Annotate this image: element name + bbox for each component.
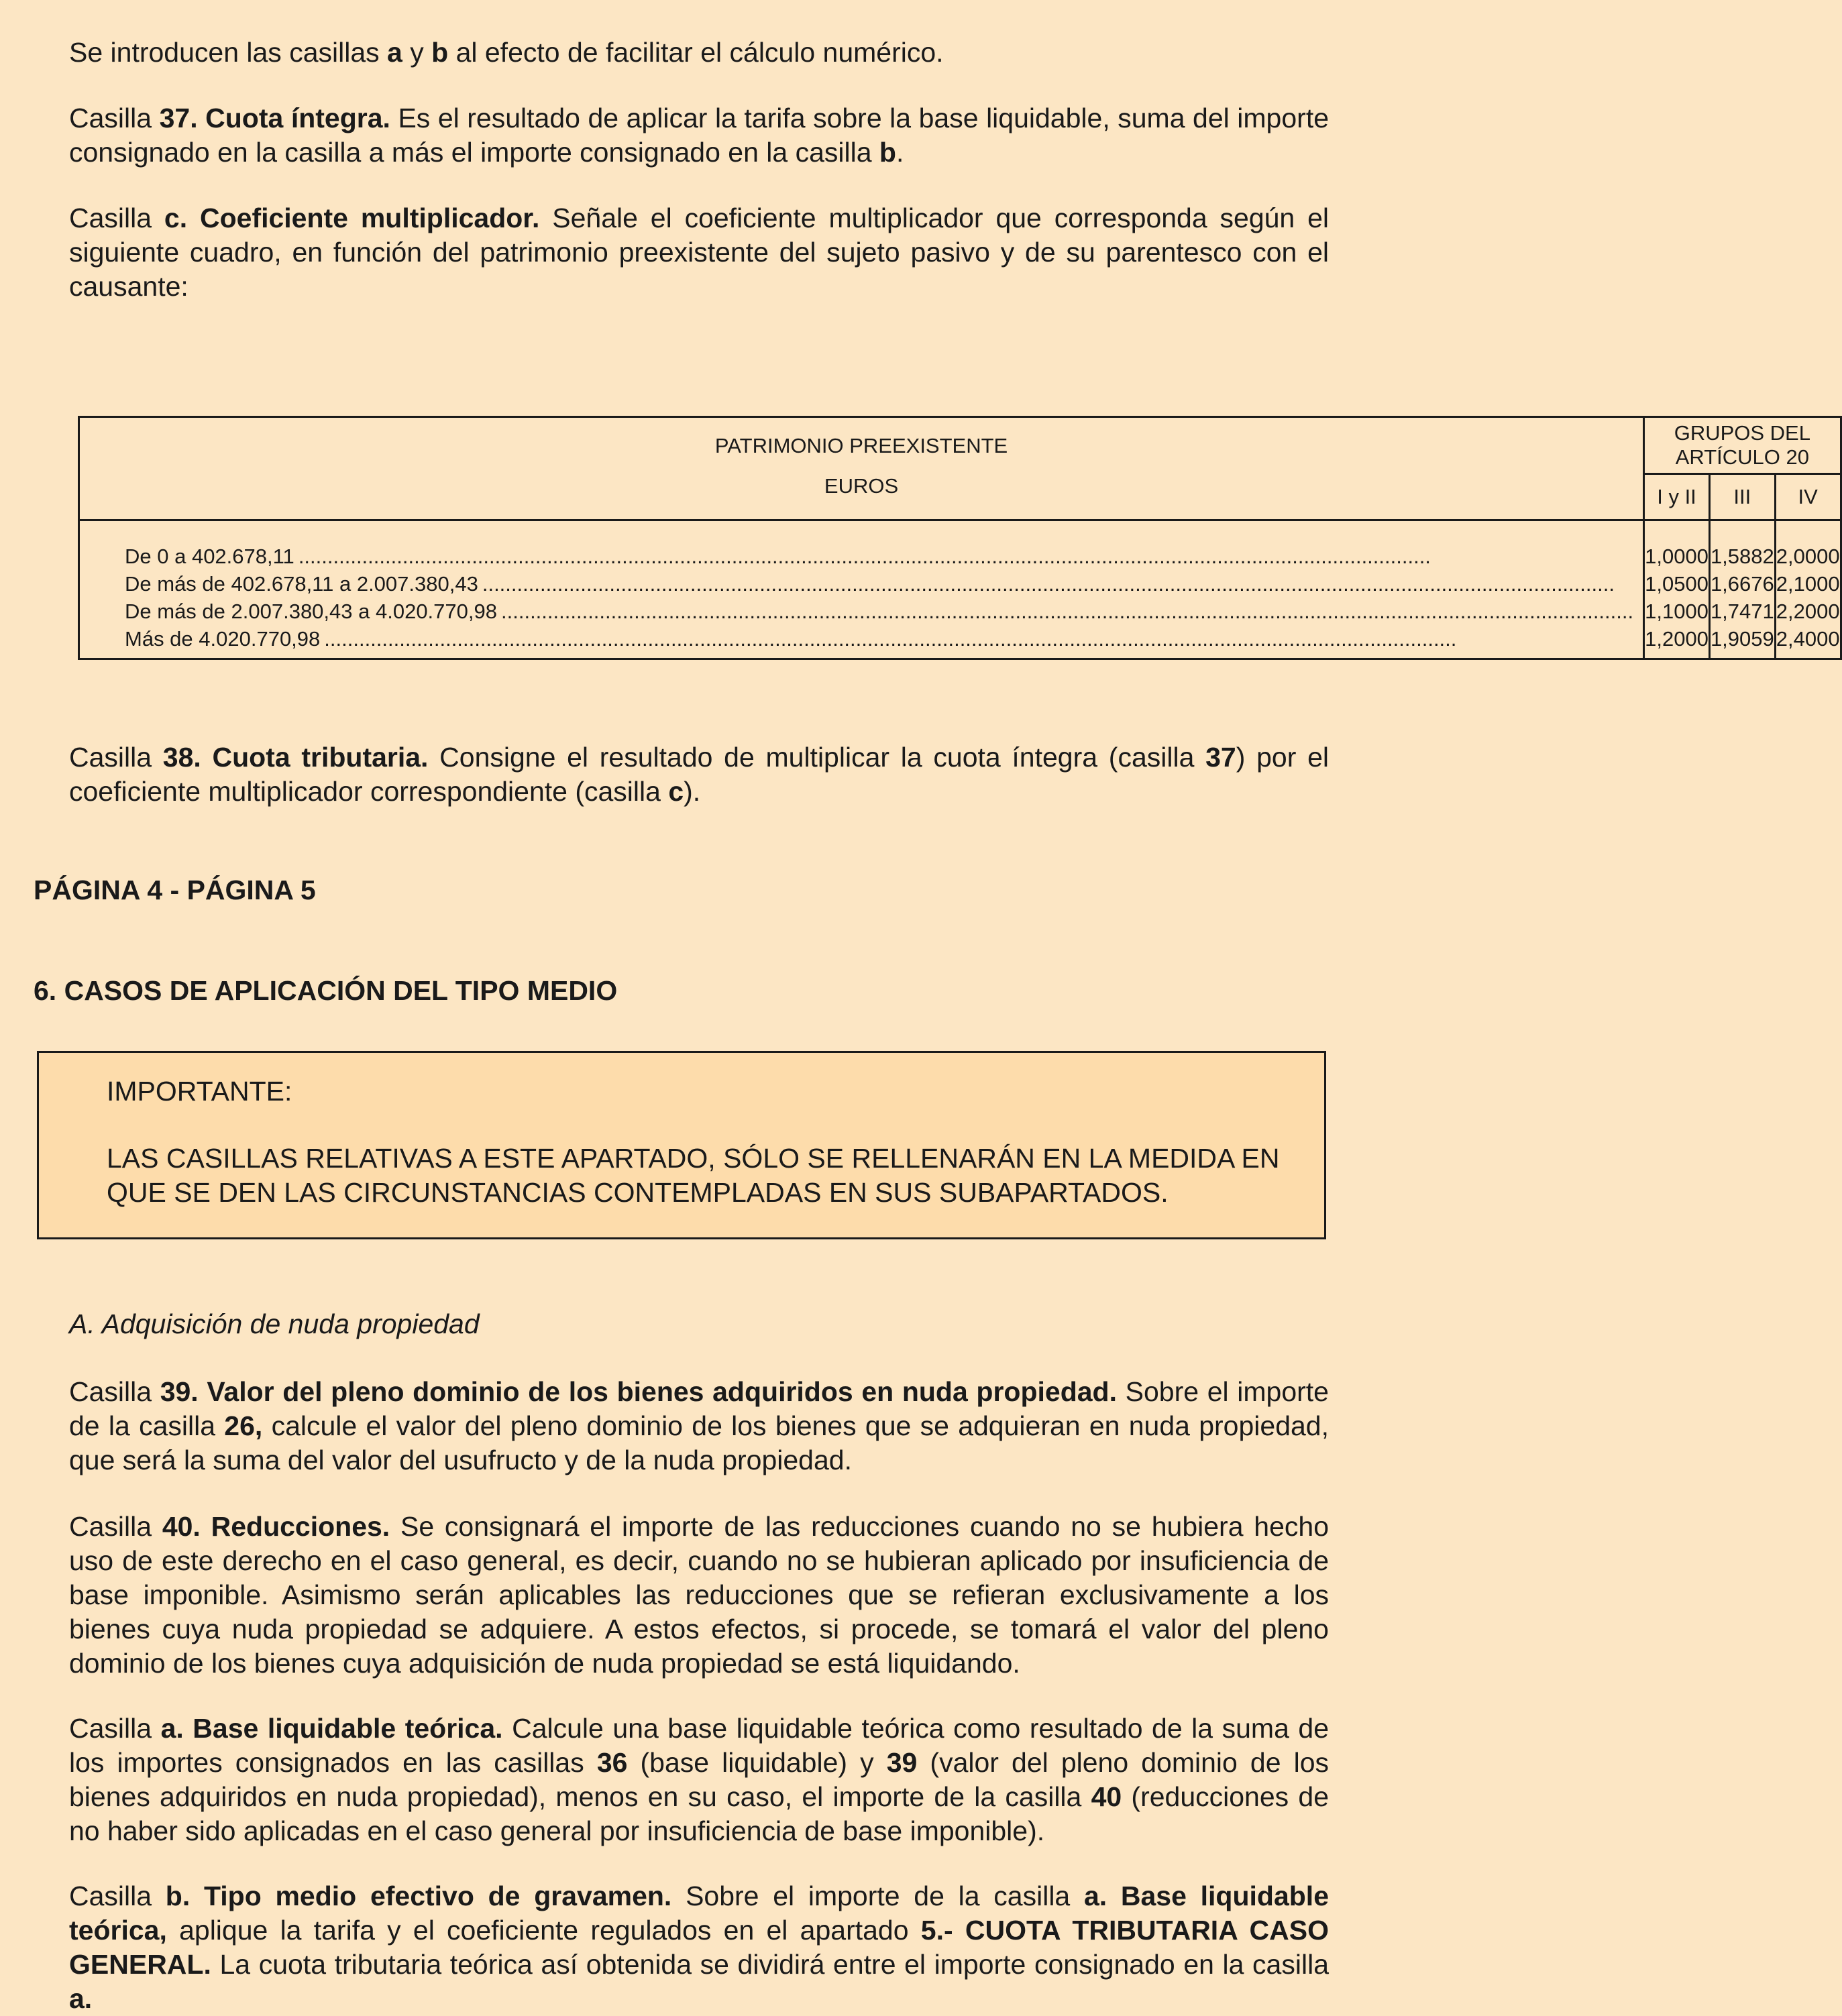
- bold-text: 40. Reducciones.: [162, 1511, 390, 1542]
- text: (base liquidable) y: [627, 1747, 887, 1778]
- paragraph-casilla-a: [69, 1712, 1329, 1848]
- bold-text: 26,: [224, 1410, 263, 1441]
- bold-text: 37: [1205, 742, 1236, 773]
- leader-dots: [482, 570, 1633, 598]
- coefficient-value: 2,0000: [1776, 545, 1840, 568]
- bold-text: 36: [596, 1747, 628, 1778]
- text: Se introducen las casillas: [69, 37, 388, 68]
- header-euros: EUROS: [79, 474, 1644, 520]
- bold-text: 37. Cuota íntegra.: [159, 103, 390, 133]
- coefficient-value: 2,1000: [1776, 572, 1840, 596]
- text: (reducciones de no haber sido aplicadas en el caso general por insuficiencia de base imponible).: [69, 1781, 1329, 1846]
- header-patrimonio: PATRIMONIO PREEXISTENTE: [714, 433, 1008, 457]
- paragraph-casilla-40: [69, 1510, 1329, 1681]
- range-label: De más de 2.007.380,43 a 4.020.770,98: [125, 600, 497, 623]
- bold-text: c: [668, 776, 684, 807]
- group-3-column: [1775, 520, 1841, 659]
- important-notice-box: [37, 1051, 1326, 1239]
- bold-text: a. Base liquidable teórica.: [160, 1713, 503, 1744]
- text: Casilla: [69, 1511, 162, 1542]
- subsection-heading-a: A. Adquisición de nuda propiedad: [69, 1308, 480, 1339]
- header-group-2: III: [1709, 474, 1775, 520]
- text: aplique la tarifa y el coeficiente regulados en el apartado: [166, 1915, 921, 1946]
- coefficient-table: [78, 416, 1842, 660]
- text: ).: [684, 776, 701, 807]
- coefficient-value: 1,2000: [1645, 627, 1709, 651]
- coefficient-value: 2,2000: [1776, 600, 1840, 623]
- text: .: [896, 137, 904, 168]
- text: calcule el valor del pleno dominio de los bienes que se adquieran en nuda propiedad, que será la suma del valor del usufructo y de la nuda propiedad.: [69, 1410, 1330, 1475]
- text: Sobre el importe de la casilla: [671, 1881, 1084, 1911]
- bold-text: b: [431, 37, 449, 68]
- text: Es el resultado de aplicar la tarifa sobre la base liquidable, suma del importe consignado en la casilla a más el importe consignado en la casilla: [69, 103, 1330, 168]
- text: Consigne el resultado de multiplicar la cuota íntegra (casilla: [428, 742, 1206, 773]
- coefficient-value: 1,5882: [1710, 545, 1774, 568]
- important-title: IMPORTANTE:: [107, 1076, 292, 1107]
- table-row-label: [80, 570, 1643, 598]
- heading-pages: PÁGINA 4 - PÁGINA 5: [34, 875, 316, 905]
- bold-text: a.: [69, 1983, 93, 2014]
- coefficient-value: 1,9059: [1710, 627, 1774, 651]
- table-row-label: [80, 598, 1643, 625]
- coefficient-value: 1,0500: [1645, 572, 1709, 596]
- text: Casilla: [69, 1376, 160, 1407]
- text: y: [402, 37, 432, 68]
- header-group-1: I y II: [1644, 474, 1710, 520]
- table-row-label: [80, 543, 1643, 570]
- leader-dots: [299, 543, 1633, 570]
- range-label: De más de 402.678,11 a 2.007.380,43: [125, 572, 478, 596]
- text: Casilla: [69, 1713, 161, 1744]
- text: La cuota tributaria teórica así obtenida se dividirá entre el importe consignado en la casilla: [211, 1949, 1329, 1980]
- leader-dots: [324, 625, 1633, 653]
- text: Casilla: [69, 203, 164, 233]
- group-1-column: [1644, 520, 1710, 659]
- leader-dots: [501, 598, 1633, 625]
- range-column: [79, 520, 1644, 659]
- bold-text: 38. Cuota tributaria.: [162, 742, 429, 773]
- text: Sobre el importe de la casilla: [69, 1376, 1329, 1441]
- paragraph-casilla-c: [69, 201, 1329, 304]
- text: Casilla: [69, 742, 163, 773]
- paragraph-intro: [69, 36, 1329, 70]
- text: Calcule una base liquidable teórica como resultado de la suma de los importes consignados en las casillas: [69, 1713, 1329, 1778]
- bold-text: c. Coeficiente multiplicador.: [164, 203, 540, 233]
- paragraph-casilla-39: [69, 1375, 1329, 1477]
- range-label: Más de 4.020.770,98: [125, 627, 321, 651]
- important-text: LAS CASILLAS RELATIVAS A ESTE APARTADO, SÓLO SE RELLENARÁN EN LA MEDIDA EN QUE SE DEN LAS CIRCUNSTANCIAS CONTEMPLADAS EN SUS SUBAPARTADOS.: [107, 1143, 1280, 1208]
- bold-text: 39: [886, 1747, 918, 1778]
- bold-text: b: [879, 137, 896, 168]
- text: Señale el coeficiente multiplicador que corresponda según el siguiente cuadro, en función del patrimonio preexistente del sujeto pasivo y de su parentesco con el causante:: [69, 203, 1330, 302]
- text: al efecto de facilitar el cálculo numérico.: [448, 37, 944, 68]
- coefficient-value: 1,7471: [1710, 600, 1774, 623]
- range-label: De 0 a 402.678,11: [125, 545, 294, 568]
- bold-text: 5.- CUOTA TRIBUTARIA CASO GENERAL.: [69, 1915, 1329, 1980]
- paragraph-casilla-37: [69, 101, 1329, 170]
- bold-text: a. Base liquidable teórica,: [69, 1881, 1329, 1946]
- table-row-label: [80, 625, 1643, 653]
- text: Se consignará el importe de las reducciones cuando no se hubiera hecho uso de este derecho en el caso general, es decir, cuando no se hubieran aplicado por insuficiencia de base imponible. Asimismo serán aplicables las reducciones que se refieran exclusivamente a los bienes cuya nuda propiedad se adquiere. A estos efectos, si procede, se tomará el valor del pleno dominio de los bienes cuya adquisición de nuda propiedad se está liquidando.: [69, 1511, 1329, 1679]
- bold-text: 40: [1091, 1781, 1122, 1812]
- text: ) por el coeficiente multiplicador correspondiente (casilla: [69, 742, 1329, 807]
- coefficient-value: 1,6676: [1710, 572, 1774, 596]
- bold-text: 39. Valor del pleno dominio de los bienes adquiridos en nuda propiedad.: [160, 1376, 1117, 1407]
- coefficient-value: 2,4000: [1776, 627, 1840, 651]
- text: Casilla: [69, 1881, 166, 1911]
- bold-text: b. Tipo medio efectivo de gravamen.: [165, 1881, 672, 1911]
- text: (valor del pleno dominio de los bienes adquiridos en nuda propiedad), menos en su caso, el importe de la casilla: [69, 1747, 1329, 1812]
- coefficient-value: 1,0000: [1645, 545, 1709, 568]
- paragraph-casilla-b: [69, 1879, 1329, 2016]
- bold-text: a: [387, 37, 402, 68]
- group-2-column: [1709, 520, 1775, 659]
- header-grupos: GRUPOS DEL ARTÍCULO 20: [1644, 417, 1841, 474]
- header-group-3: IV: [1775, 474, 1841, 520]
- text: Casilla: [69, 103, 160, 133]
- heading-section-6: 6. CASOS DE APLICACIÓN DEL TIPO MEDIO: [34, 975, 618, 1006]
- paragraph-casilla-38: [69, 740, 1329, 809]
- coefficient-value: 1,1000: [1645, 600, 1709, 623]
